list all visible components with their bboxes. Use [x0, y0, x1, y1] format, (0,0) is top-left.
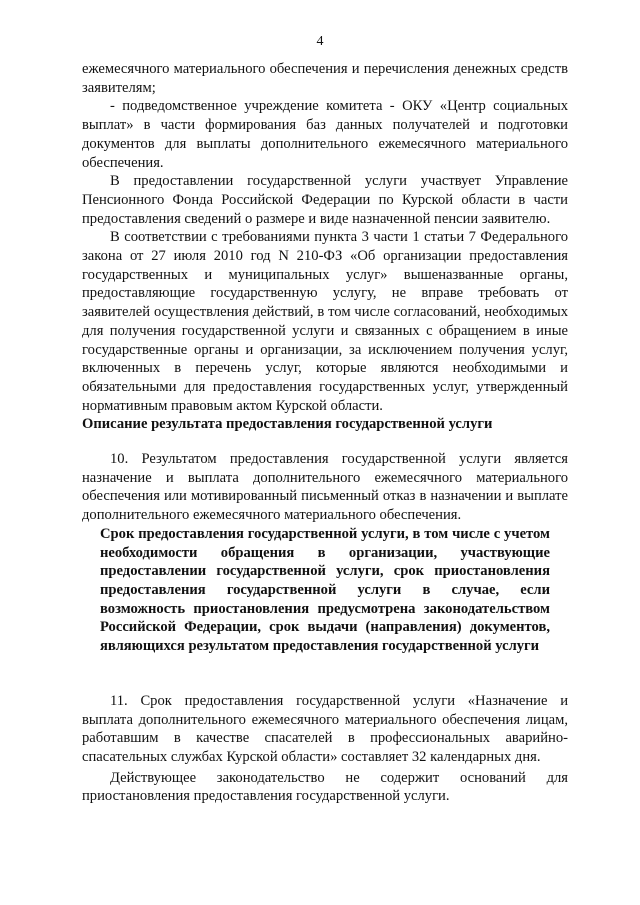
- paragraph-requirements: В соответствии с требованиями пункта 3 части 1 статьи 7 Федерального закона от 27 июля 2010 год N 210-ФЗ «Об организации предоставления государственных и муниципальных услуг» вышеназванные органы, предоставляющие государственную услугу, не вправе требовать от заявителей осуществления действий, в том числе согласований, необходимых для получения государственной услуги и связанных с обращением в иные государственные органы и организации, за исключением получения услуг, включенных в перечень услуг, которые являются необходимыми и обязательными для предоставления государственных услуг, утвержденный нормативным правовым актом Курской области.: [82, 229, 568, 414]
- paragraph-10: 10. Результатом предоставления государственной услуги является назначение и выплата дополнительного ежемесячного материального обеспечения или мотивированный письменный отказ в назначении и выплате дополнительного ежемесячного материального обеспечения.: [82, 451, 568, 524]
- paragraph-12: Действующее законодательство не содержит оснований для приостановления предоставления государственной услуги.: [82, 769, 568, 805]
- paragraph-continuation: ежемесячного материального обеспечения и перечисления денежных средств заявителям;: [82, 61, 568, 96]
- paragraph-11: 11. Срок предоставления государственной услуги «Назначение и выплата дополнительного ежемесячного материального обеспечения лицам, работавшим в качестве спасателей в профессиональных аварийно-спасательных службах Курской области» составляет 32 календарных дня.: [82, 692, 568, 765]
- paragraph-oku: - подведомственное учреждение комитета - ОКУ «Центр социальных выплат» в части формирования баз данных получателей и подготовки документов для выплаты дополнительного ежемесячного материального обеспечения.: [82, 98, 568, 171]
- section-heading-result: Описание результата предоставления государственной услуги: [82, 416, 493, 433]
- section-heading-term: Срок предоставления государственной услуги, в том числе с учетом необходимости обращения в организации, участвующие предоставлении государственной услуги, срок приостановления предоставления государственной услуги в случае, если возможность приостановления предусмотрена законодательством Российской Федерации, срок выдачи (направления) документов, являющихся результатом предоставления государственной услуги: [100, 525, 550, 655]
- paragraph-pension-fund: В предоставлении государственной услуги участвует Управление Пенсионного Фонда Российской Федерации по Курской области в части предоставления сведений о размере и виде назначенной пенсии заявителю.: [82, 173, 568, 227]
- page-number: 4: [316, 34, 324, 49]
- page-content: [82, 60, 568, 806]
